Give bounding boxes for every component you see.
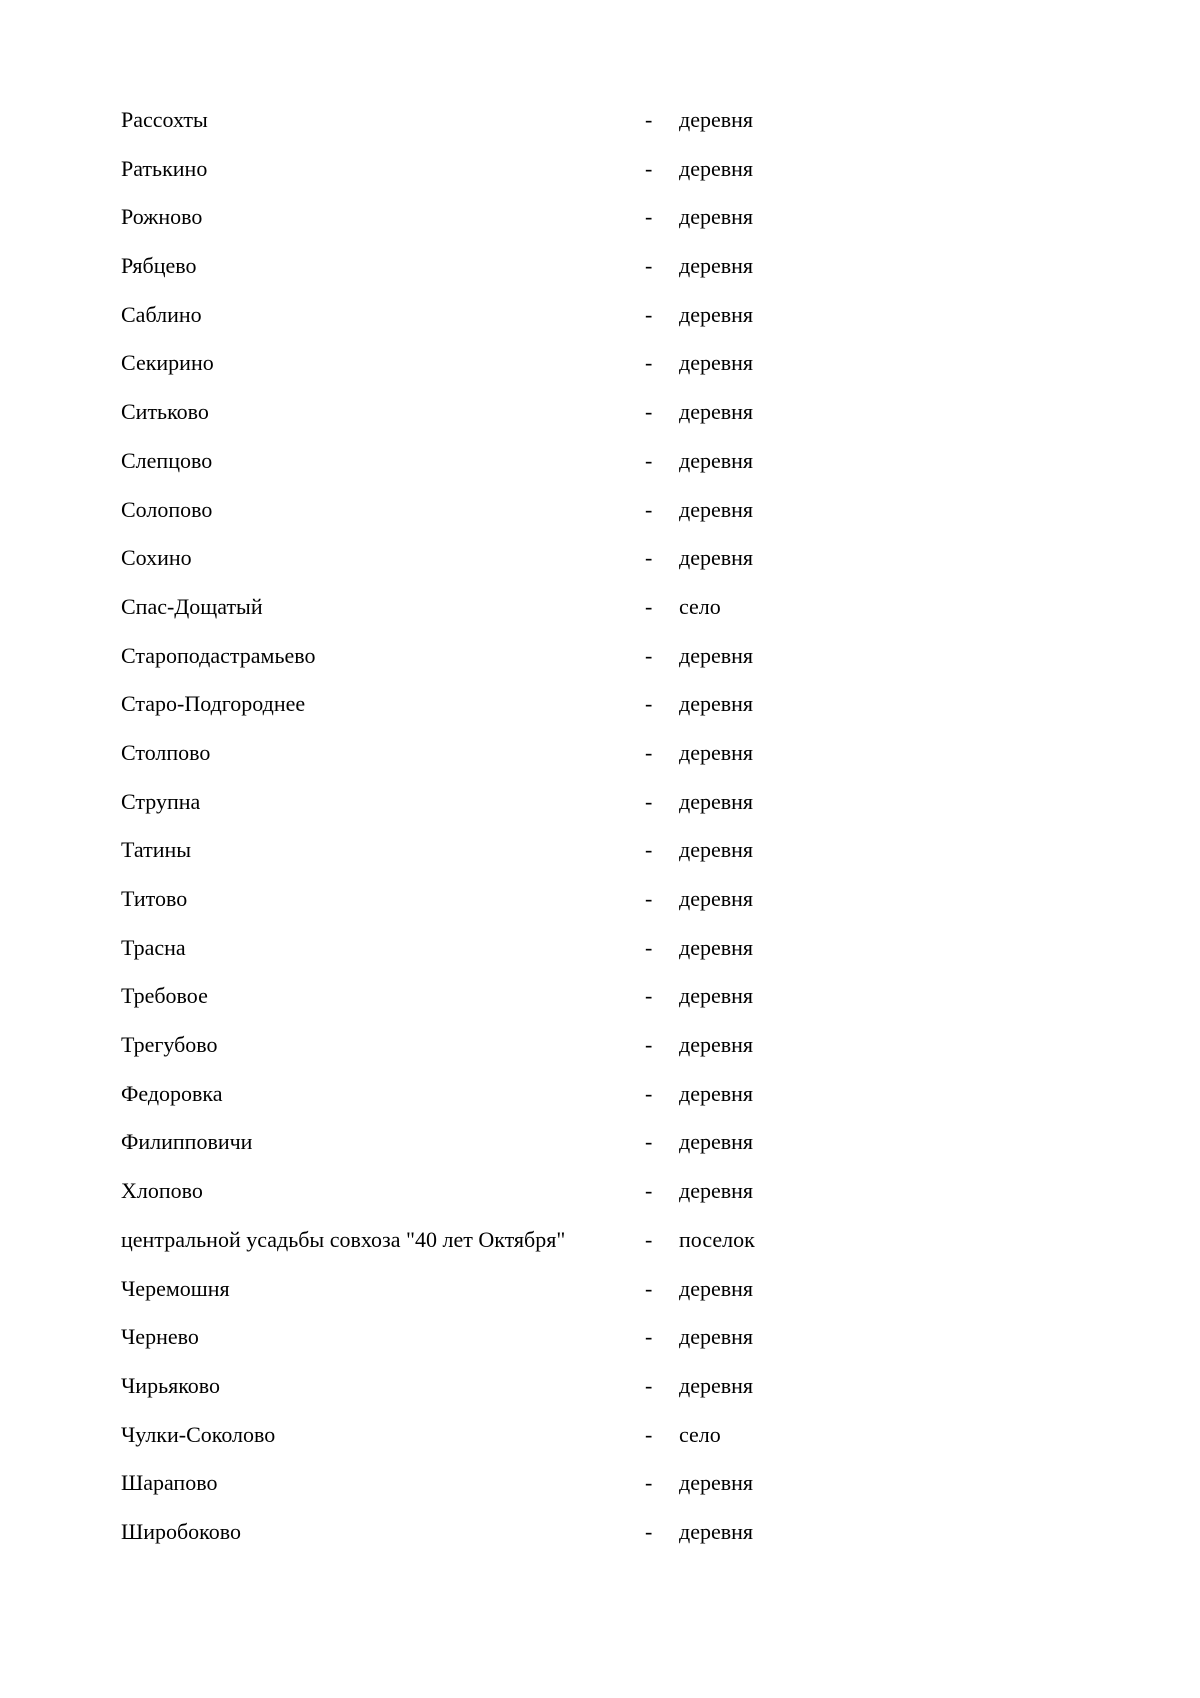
- separator-dash: -: [645, 1032, 653, 1058]
- settlement-name: Рябцево: [121, 253, 197, 279]
- separator-dash: -: [645, 107, 653, 132]
- settlement-name: Ситьково: [121, 399, 209, 425]
- settlement-type: деревня: [679, 691, 754, 717]
- list-item: [0, 1518, 1200, 1567]
- list-item: [0, 593, 1200, 642]
- settlement-type: деревня: [679, 1129, 754, 1155]
- settlement-type: поселок: [679, 1226, 755, 1252]
- separator-dash: -: [645, 545, 653, 571]
- separator-dash: -: [645, 399, 653, 425]
- list-item: [0, 106, 1200, 155]
- list-item: [0, 301, 1200, 350]
- settlement-name: Федоровка: [121, 1080, 223, 1106]
- separator-dash: -: [645, 1080, 653, 1106]
- separator-dash: -: [645, 155, 653, 181]
- settlement-name: Саблино: [121, 301, 202, 327]
- settlement-type: деревня: [679, 447, 754, 473]
- list-item: [0, 739, 1200, 788]
- settlement-list: [0, 106, 1200, 1567]
- separator-dash: -: [645, 1324, 653, 1350]
- separator-dash: -: [645, 739, 653, 765]
- separator-dash: -: [645, 1470, 653, 1496]
- list-item: [0, 885, 1200, 934]
- settlement-type: деревня: [679, 301, 754, 327]
- settlement-type: деревня: [679, 837, 754, 863]
- separator-dash: -: [645, 1275, 653, 1301]
- settlement-type: деревня: [679, 545, 754, 571]
- settlement-name: Черемошня: [121, 1275, 230, 1301]
- separator-dash: -: [645, 983, 653, 1009]
- separator-dash: -: [645, 350, 653, 376]
- settlement-name: Спас-Дощатый: [121, 593, 263, 619]
- settlement-name: Чернево: [121, 1324, 199, 1350]
- settlement-type: деревня: [679, 204, 754, 230]
- separator-dash: -: [645, 1518, 653, 1544]
- list-item: [0, 1031, 1200, 1080]
- settlement-name: Солопово: [121, 496, 213, 522]
- settlement-type: село: [679, 1421, 721, 1447]
- settlement-name: Хлопово: [121, 1178, 203, 1204]
- settlement-type: деревня: [679, 739, 754, 765]
- list-item: [0, 349, 1200, 398]
- settlement-type: деревня: [679, 1080, 754, 1106]
- separator-dash: -: [645, 1178, 653, 1204]
- settlement-type: деревня: [679, 253, 754, 279]
- list-item: [0, 1469, 1200, 1518]
- separator-dash: -: [645, 886, 653, 911]
- list-item: [0, 1372, 1200, 1421]
- list-item: [0, 836, 1200, 885]
- settlement-type: деревня: [679, 399, 754, 425]
- settlement-type: село: [679, 593, 721, 619]
- settlement-name: Трасна: [121, 934, 186, 960]
- settlement-name: Столпово: [121, 739, 211, 765]
- settlement-name: Рассохты: [121, 107, 208, 132]
- list-item: [0, 203, 1200, 252]
- settlement-type: деревня: [679, 155, 754, 181]
- separator-dash: -: [645, 301, 653, 327]
- separator-dash: -: [645, 1129, 653, 1155]
- settlement-type: деревня: [679, 1178, 754, 1204]
- settlement-name: Ратькино: [121, 155, 208, 181]
- list-item: [0, 982, 1200, 1031]
- list-item: [0, 1128, 1200, 1177]
- list-item: [0, 1080, 1200, 1129]
- separator-dash: -: [645, 1372, 653, 1398]
- list-item: [0, 398, 1200, 447]
- settlement-type: деревня: [679, 934, 754, 960]
- settlement-type: деревня: [679, 1324, 754, 1350]
- separator-dash: -: [645, 788, 653, 814]
- settlement-type: деревня: [679, 1470, 754, 1496]
- list-item: [0, 690, 1200, 739]
- list-item: [0, 788, 1200, 837]
- settlement-name: Чулки-Соколово: [121, 1421, 276, 1447]
- settlement-name: Слепцово: [121, 447, 213, 473]
- settlement-name: Секирино: [121, 350, 214, 376]
- list-item: [0, 1226, 1200, 1275]
- separator-dash: -: [645, 253, 653, 279]
- settlement-name: Требовое: [121, 983, 208, 1009]
- separator-dash: -: [645, 496, 653, 522]
- separator-dash: -: [645, 1421, 653, 1447]
- settlement-name: Шарапово: [121, 1470, 218, 1496]
- separator-dash: -: [645, 447, 653, 473]
- list-item: [0, 447, 1200, 496]
- settlement-name: Сохино: [121, 545, 192, 571]
- separator-dash: -: [645, 837, 653, 863]
- settlement-type: деревня: [679, 1518, 754, 1544]
- settlement-name: Филипповичи: [121, 1129, 253, 1155]
- list-item: [0, 1275, 1200, 1324]
- settlement-type: деревня: [679, 642, 754, 668]
- settlement-name: Татины: [121, 837, 192, 863]
- settlement-name: Рожново: [121, 204, 203, 230]
- settlement-name: Широбоково: [121, 1518, 241, 1544]
- settlement-name: центральной усадьбы совхоза "40 лет Октября": [121, 1226, 566, 1252]
- settlement-name: Чирьяково: [121, 1372, 221, 1398]
- settlement-name: Титово: [121, 886, 188, 911]
- separator-dash: -: [645, 1226, 653, 1252]
- settlement-type: деревня: [679, 1372, 754, 1398]
- settlement-type: деревня: [679, 496, 754, 522]
- settlement-type: деревня: [679, 350, 754, 376]
- separator-dash: -: [645, 642, 653, 668]
- settlement-name: Старо-Подгороднее: [121, 691, 306, 717]
- settlement-type: деревня: [679, 1032, 754, 1058]
- separator-dash: -: [645, 593, 653, 619]
- settlement-type: деревня: [679, 1275, 754, 1301]
- list-item: [0, 934, 1200, 983]
- separator-dash: -: [645, 691, 653, 717]
- list-item: [0, 252, 1200, 301]
- separator-dash: -: [645, 934, 653, 960]
- settlement-type: деревня: [679, 886, 754, 911]
- settlement-type: деревня: [679, 107, 754, 132]
- list-item: [0, 1177, 1200, 1226]
- list-item: [0, 1421, 1200, 1470]
- settlement-type: деревня: [679, 788, 754, 814]
- list-item: [0, 496, 1200, 545]
- list-item: [0, 155, 1200, 204]
- settlement-name: Трегубово: [121, 1032, 218, 1058]
- list-item: [0, 544, 1200, 593]
- settlement-name: Струпна: [121, 788, 201, 814]
- separator-dash: -: [645, 204, 653, 230]
- settlement-name: Староподастрамьево: [121, 642, 316, 668]
- list-item: [0, 1323, 1200, 1372]
- settlement-type: деревня: [679, 983, 754, 1009]
- list-item: [0, 642, 1200, 691]
